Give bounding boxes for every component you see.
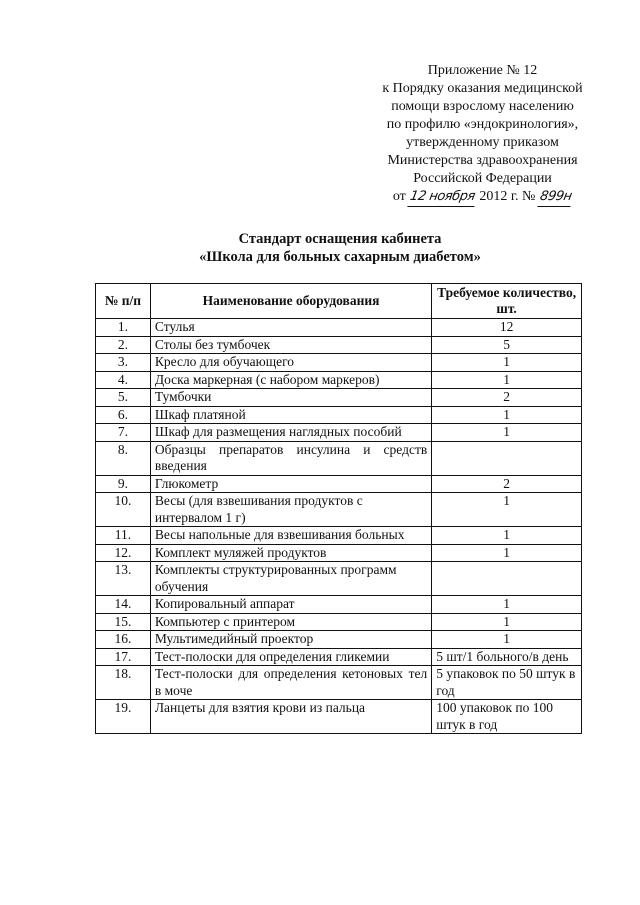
row-qty: 1 [432,544,582,562]
appendix-line: Министерства здравоохранения [387,153,578,168]
row-num: 3. [96,354,151,372]
document-title [60,230,620,266]
order-date-line [345,188,620,207]
header-name: Наименование оборудования [150,284,431,319]
equipment-table [95,283,582,734]
row-name: Компьютер с принтером [150,613,431,631]
row-num: 11. [96,527,151,545]
table-row [96,666,582,700]
table-row [96,631,582,649]
row-qty: 2 [432,475,582,493]
appendix-line: утвержденному приказом [406,135,559,150]
table-row [96,319,582,337]
title-line-2: «Школа для больных сахарным диабетом» [199,249,481,265]
row-name: Шкаф платяной [150,406,431,424]
row-num: 2. [96,336,151,354]
row-num: 18. [96,666,151,700]
table-row [96,389,582,407]
row-name: Образцы препаратов инсулина и средств введения [150,441,431,475]
row-num: 12. [96,544,151,562]
row-num: 8. [96,441,151,475]
table-row [96,527,582,545]
row-num: 13. [96,562,151,596]
row-name: Копировальный аппарат [150,596,431,614]
row-num: 19. [96,700,151,734]
row-qty: 1 [432,354,582,372]
table-row [96,424,582,442]
appendix-block [345,62,620,207]
row-qty: 2 [432,389,582,407]
row-num: 14. [96,596,151,614]
table-row [96,596,582,614]
row-name: Комплекты структурированных программ обучения [150,562,431,596]
row-num: 6. [96,406,151,424]
table-row [96,562,582,596]
table-row [96,613,582,631]
table-row [96,648,582,666]
appendix-line: помощи взрослому населению [391,99,574,114]
row-qty: 12 [432,319,582,337]
row-qty [432,441,582,475]
row-qty: 1 [432,424,582,442]
table-row [96,336,582,354]
row-qty: 100 упаковок по 100 штук в год [432,700,582,734]
row-qty: 1 [432,527,582,545]
handwritten-date: 12 ноября [408,188,478,207]
row-qty: 1 [432,631,582,649]
row-name: Ланцеты для взятия крови из пальца [150,700,431,734]
row-name: Весы напольные для взвешивания больных [150,527,431,545]
row-qty: 5 упаковок по 50 штук в год [432,666,582,700]
row-num: 10. [96,493,151,527]
handwritten-order-number: 899н [537,188,574,207]
table-row [96,493,582,527]
row-qty: 1 [432,371,582,389]
title-line-1: Стандарт оснащения кабинета [238,231,442,247]
row-qty: 5 [432,336,582,354]
appendix-line: Приложение № 12 [427,63,538,78]
row-name: Доска маркерная (с набором маркеров) [150,371,431,389]
row-name: Стулья [150,319,431,337]
row-num: 7. [96,424,151,442]
appendix-line: к Порядку оказания медицинской [382,81,583,96]
appendix-line: Российской Федерации [413,171,552,186]
row-qty: 1 [432,596,582,614]
date-year: 2012 г. № [479,189,536,204]
row-qty: 1 [432,493,582,527]
row-num: 4. [96,371,151,389]
header-num: № п/п [96,284,151,319]
table-row [96,354,582,372]
row-qty: 5 шт/1 больного/в день [432,648,582,666]
row-num: 5. [96,389,151,407]
row-name: Тумбочки [150,389,431,407]
row-name: Шкаф для размещения наглядных пособий [150,424,431,442]
row-num: 1. [96,319,151,337]
table-row [96,371,582,389]
table-row [96,700,582,734]
row-name: Комплект муляжей продуктов [150,544,431,562]
row-num: 15. [96,613,151,631]
row-qty [432,562,582,596]
row-qty: 1 [432,613,582,631]
table-row [96,544,582,562]
row-name: Глюкометр [150,475,431,493]
appendix-line: по профилю «эндокринология», [386,117,579,132]
row-num: 17. [96,648,151,666]
row-num: 16. [96,631,151,649]
header-qty: Требуемое количество, шт. [432,284,582,319]
table-row [96,406,582,424]
row-qty: 1 [432,406,582,424]
row-name: Мультимедийный проектор [150,631,431,649]
date-prefix: от [392,189,406,204]
table-header-row [96,284,582,319]
row-num: 9. [96,475,151,493]
table-row [96,441,582,475]
table-row [96,475,582,493]
row-name: Тест-полоски для определения гликемии [150,648,431,666]
row-name: Кресло для обучающего [150,354,431,372]
row-name: Столы без тумбочек [150,336,431,354]
row-name: Весы (для взвешивания продуктов с интервалом 1 г) [150,493,431,527]
row-name: Тест-полоски для определения кетоновых тел в моче [150,666,431,700]
